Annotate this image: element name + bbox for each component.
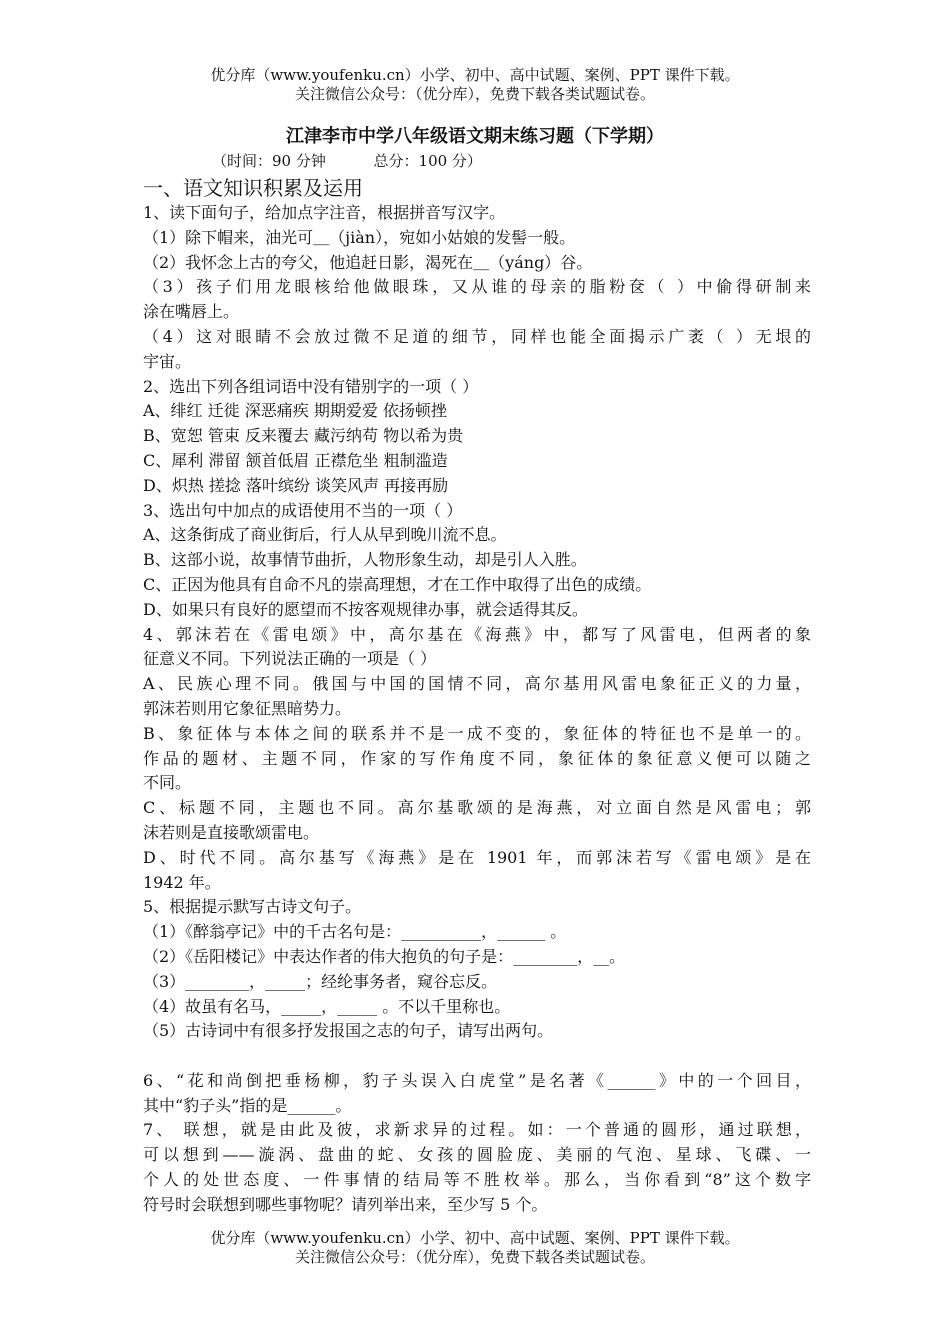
- text-line: 符号时会联想到哪些事物呢？请列举出来，至少写 5 个。: [143, 1194, 548, 1214]
- text-line: 涂在嘴唇上。: [143, 302, 240, 322]
- text-line: （5）古诗词中有很多抒发报国之志的句子，请写出两句。: [143, 1021, 554, 1041]
- text-line: 7、 联想，就是由此及彼，求新求异的过程。如：一个普通的圆形，通过联想，: [143, 1120, 811, 1140]
- text-line: 征意义不同。下列说法正确的一项是（ ）: [143, 649, 437, 669]
- text-line: C、正因为他具有自命不凡的崇高理想，才在工作中取得了出色的成绩。: [143, 574, 652, 594]
- text-line: （3）________，_____；经纶事务者，窥谷忘反。: [143, 971, 498, 991]
- text-line: 4、郭沫若在《雷电颂》中，高尔基在《海燕》中，都写了风雷电，但两者的象: [143, 624, 811, 644]
- text-line: 郭沫若则用它象征黑暗势力。: [143, 698, 352, 718]
- site-footer: [0, 1229, 950, 1267]
- text-line: 可以想到——漩涡、盘曲的蛇、女孩的圆脸庞、美丽的气泡、星球、飞碟、一: [143, 1145, 811, 1165]
- footer-line-1: 优分库（www.youfenku.cn）小学、初中、高中试题、案例、PPT 课件下载。: [210, 1229, 740, 1247]
- text-line: 不同。: [143, 773, 192, 793]
- text-line: （3）孩子们用龙眼核给他做眼珠，又从谁的母亲的脂粉奁（ ）中偷得研制来: [143, 277, 811, 297]
- question-body: [143, 201, 811, 1218]
- text-line: C、标题不同，主题也不同。高尔基歌颂的是海燕，对立面自然是风雷电；郭: [143, 798, 811, 818]
- text-line: 1942 年。: [143, 872, 221, 892]
- text-line: 1、读下面句子，给加点字注音，根据拼音写汉字。: [143, 203, 506, 222]
- text-line: （1）除下帽来，油光可＿（jiàn），宛如小姑娘的发髻一般。: [143, 227, 576, 247]
- section-heading: 一、语文知识积累及运用: [143, 176, 363, 200]
- site-header: [0, 66, 950, 104]
- document-title: 江津李市中学八年级语文期末练习题（下学期）: [286, 126, 664, 147]
- text-line: D、时代不同。高尔基写《海燕》是在 1901 年，而郭沫若写《雷电颂》是在: [143, 847, 811, 867]
- text-line: B、这部小说，故事情节曲折，人物形象生动，却是引人入胜。: [143, 550, 587, 570]
- text-line: （2）我怀念上古的夸父，他追赶日影，渴死在＿（yáng）谷。: [143, 252, 593, 272]
- text-line: 3、选出句中加点的成语使用不当的一项（ ）: [143, 500, 463, 520]
- text-line: （4）这对眼睛不会放过微不足道的细节，同样也能全面揭示广袤（ ）无垠的: [143, 326, 811, 346]
- text-line: 5、根据提示默写古诗文句子。: [143, 897, 362, 917]
- text-line: （2）《岳阳楼记》中表达作者的伟大抱负的句子是：________，__。: [143, 946, 626, 966]
- text-line: （4）故虽有名马，_____，_____ 。不以千里称也。: [143, 996, 511, 1016]
- text-line: 作品的题材、主题不同，作家的写作角度不同，象征体的象征意义便可以随之: [143, 748, 811, 768]
- text-line: 6、“花和尚倒把垂杨柳，豹子头误入白虎堂”是名著《______》中的一个回目，: [143, 1070, 811, 1090]
- text-line: A、民族心理不同。俄国与中国的国情不同，高尔基用风雷电象征正义的力量，: [143, 674, 811, 694]
- text-line: B、宽恕 管束 反来覆去 藏污纳苟 物以希为贵: [143, 426, 464, 446]
- footer-line-2: 关注微信公众号：（优分库），免费下载各类试题试卷。: [294, 1248, 655, 1266]
- text-line: 其中“豹子头”指的是______。: [143, 1095, 352, 1115]
- text-line: 2、选出下列各组词语中没有错别字的一项（ ）: [143, 376, 479, 396]
- header-line-2: 关注微信公众号：（优分库），免费下载各类试题试卷。: [294, 85, 655, 103]
- text-line: B、象征体与本体之间的联系并不是一成不变的，象征体的特征也不是单一的。: [143, 723, 811, 743]
- text-line: （1）《醉翁亭记》中的千古名句是：__________，______ 。: [143, 922, 567, 942]
- text-line: A、绯红 迁徙 深恶痛疾 期期爱爱 依扬顿挫: [143, 401, 447, 421]
- exam-meta: （时间：90 分钟 总分：100 分）: [212, 152, 482, 170]
- header-line-1: 优分库（www.youfenku.cn）小学、初中、高中试题、案例、PPT 课件下载。: [210, 66, 740, 84]
- text-line: 宇宙。: [143, 351, 192, 371]
- text-line: 沫若则是直接歌颂雷电。: [143, 822, 320, 842]
- text-line: D、如果只有良好的愿望而不按客观规律办事，就会适得其反。: [143, 599, 588, 619]
- text-line: A、这条街成了商业街后，行人从早到晚川流不息。: [143, 525, 507, 545]
- text-line: C、犀利 滞留 颔首低眉 正襟危坐 粗制滥造: [143, 450, 448, 470]
- blank-line: [143, 1044, 811, 1069]
- text-line: D、炽热 搓捻 落叶缤纷 谈笑风声 再接再励: [143, 475, 449, 495]
- text-line: 个人的处世态度、一件事情的结局等不胜枚举。那么，当你看到“8”这个数字: [143, 1170, 811, 1190]
